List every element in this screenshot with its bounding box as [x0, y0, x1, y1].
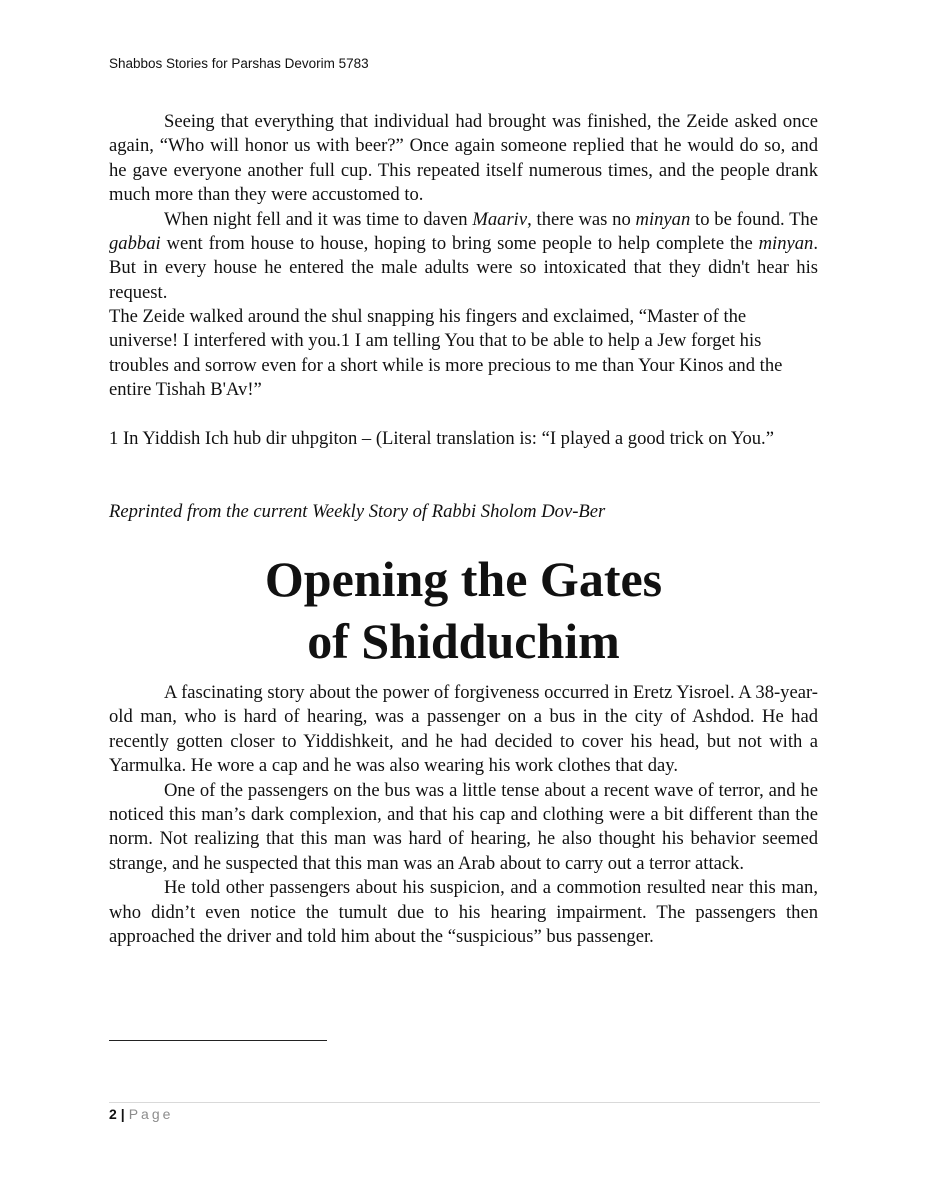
- page-label: Page: [128, 1106, 174, 1122]
- story-continuation: [109, 110, 818, 305]
- italic-term: minyan: [758, 233, 814, 255]
- footnote-separator: [109, 1040, 327, 1041]
- reprint-credit-block: [109, 500, 818, 524]
- running-header: Shabbos Stories for Parshas Devorim 5783: [109, 56, 369, 71]
- paragraph: Seeing that everything that individual had brought was finished, the Zeide asked once again, “Who will honor us with beer?” Once again someone replied that he would do so, and he gave everyone another full cup. This repeated itself numerous times, and the people drank much more than they were accustomed to.: [109, 111, 818, 206]
- paragraph: The Zeide walked around the shul snapping his fingers and exclaimed, “Master of the universe! I interfered with you.1 I am telling You that to be able to help a Jew forget his troubles and sorrow even for a short while is more precious to me than Your Kinos and the entire Tishah B'Av!”: [109, 306, 783, 401]
- zeide-quote-block: [109, 305, 818, 403]
- article-body: [109, 681, 818, 949]
- paragraph: When night fell and it was time to daven Maariv, there was no minyan to be found. The gabbai went from house to house, hoping to bring some people to help complete the minyan. But in every house he entered the male adults were so intoxicated that they didn't hear his request.: [109, 208, 818, 303]
- footer-divider: [109, 1102, 820, 1103]
- page-number: 2: [109, 1106, 117, 1122]
- italic-term: gabbai: [109, 233, 161, 255]
- article-title-line: Opening the Gates: [264, 551, 663, 607]
- italic-term: Maariv: [472, 208, 528, 230]
- article-title-line: of Shidduchim: [307, 613, 620, 669]
- footnote-block: [109, 427, 818, 451]
- footer-separator: |: [120, 1106, 125, 1122]
- page-footer: [109, 1106, 173, 1122]
- footnote-text: 1 In Yiddish Ich hub dir uhpgiton – (Literal translation is: “I played a good trick on You.”: [109, 428, 774, 449]
- italic-term: minyan: [635, 208, 691, 230]
- article-title: [0, 548, 927, 672]
- paragraph: One of the passengers on the bus was a little tense about a recent wave of terror, and he noticed this man’s dark complexion, and that his cap and clothing were a bit different than the norm. Not realizing that this man was hard of hearing, he also thought his behavior seemed strange, and he suspected that this man was an Arab about to carry out a terror attack.: [109, 779, 818, 874]
- paragraph: A fascinating story about the power of forgiveness occurred in Eretz Yisroel. A 38-year-old man, who is hard of hearing, was a passenger on a bus in the city of Ashdod. He had recently gotten closer to Yiddishkeit, and he had decided to cover his head, but not with a Yarmulka. He wore a cap and he was also wearing his work clothes that day.: [109, 682, 818, 777]
- paragraph: He told other passengers about his suspicion, and a commotion resulted near this man, who didn’t even notice the tumult due to his hearing impairment. The passengers then approached the driver and told him about the “suspicious” bus passenger.: [109, 877, 818, 948]
- reprint-credit: Reprinted from the current Weekly Story of Rabbi Sholom Dov-Ber: [109, 501, 606, 522]
